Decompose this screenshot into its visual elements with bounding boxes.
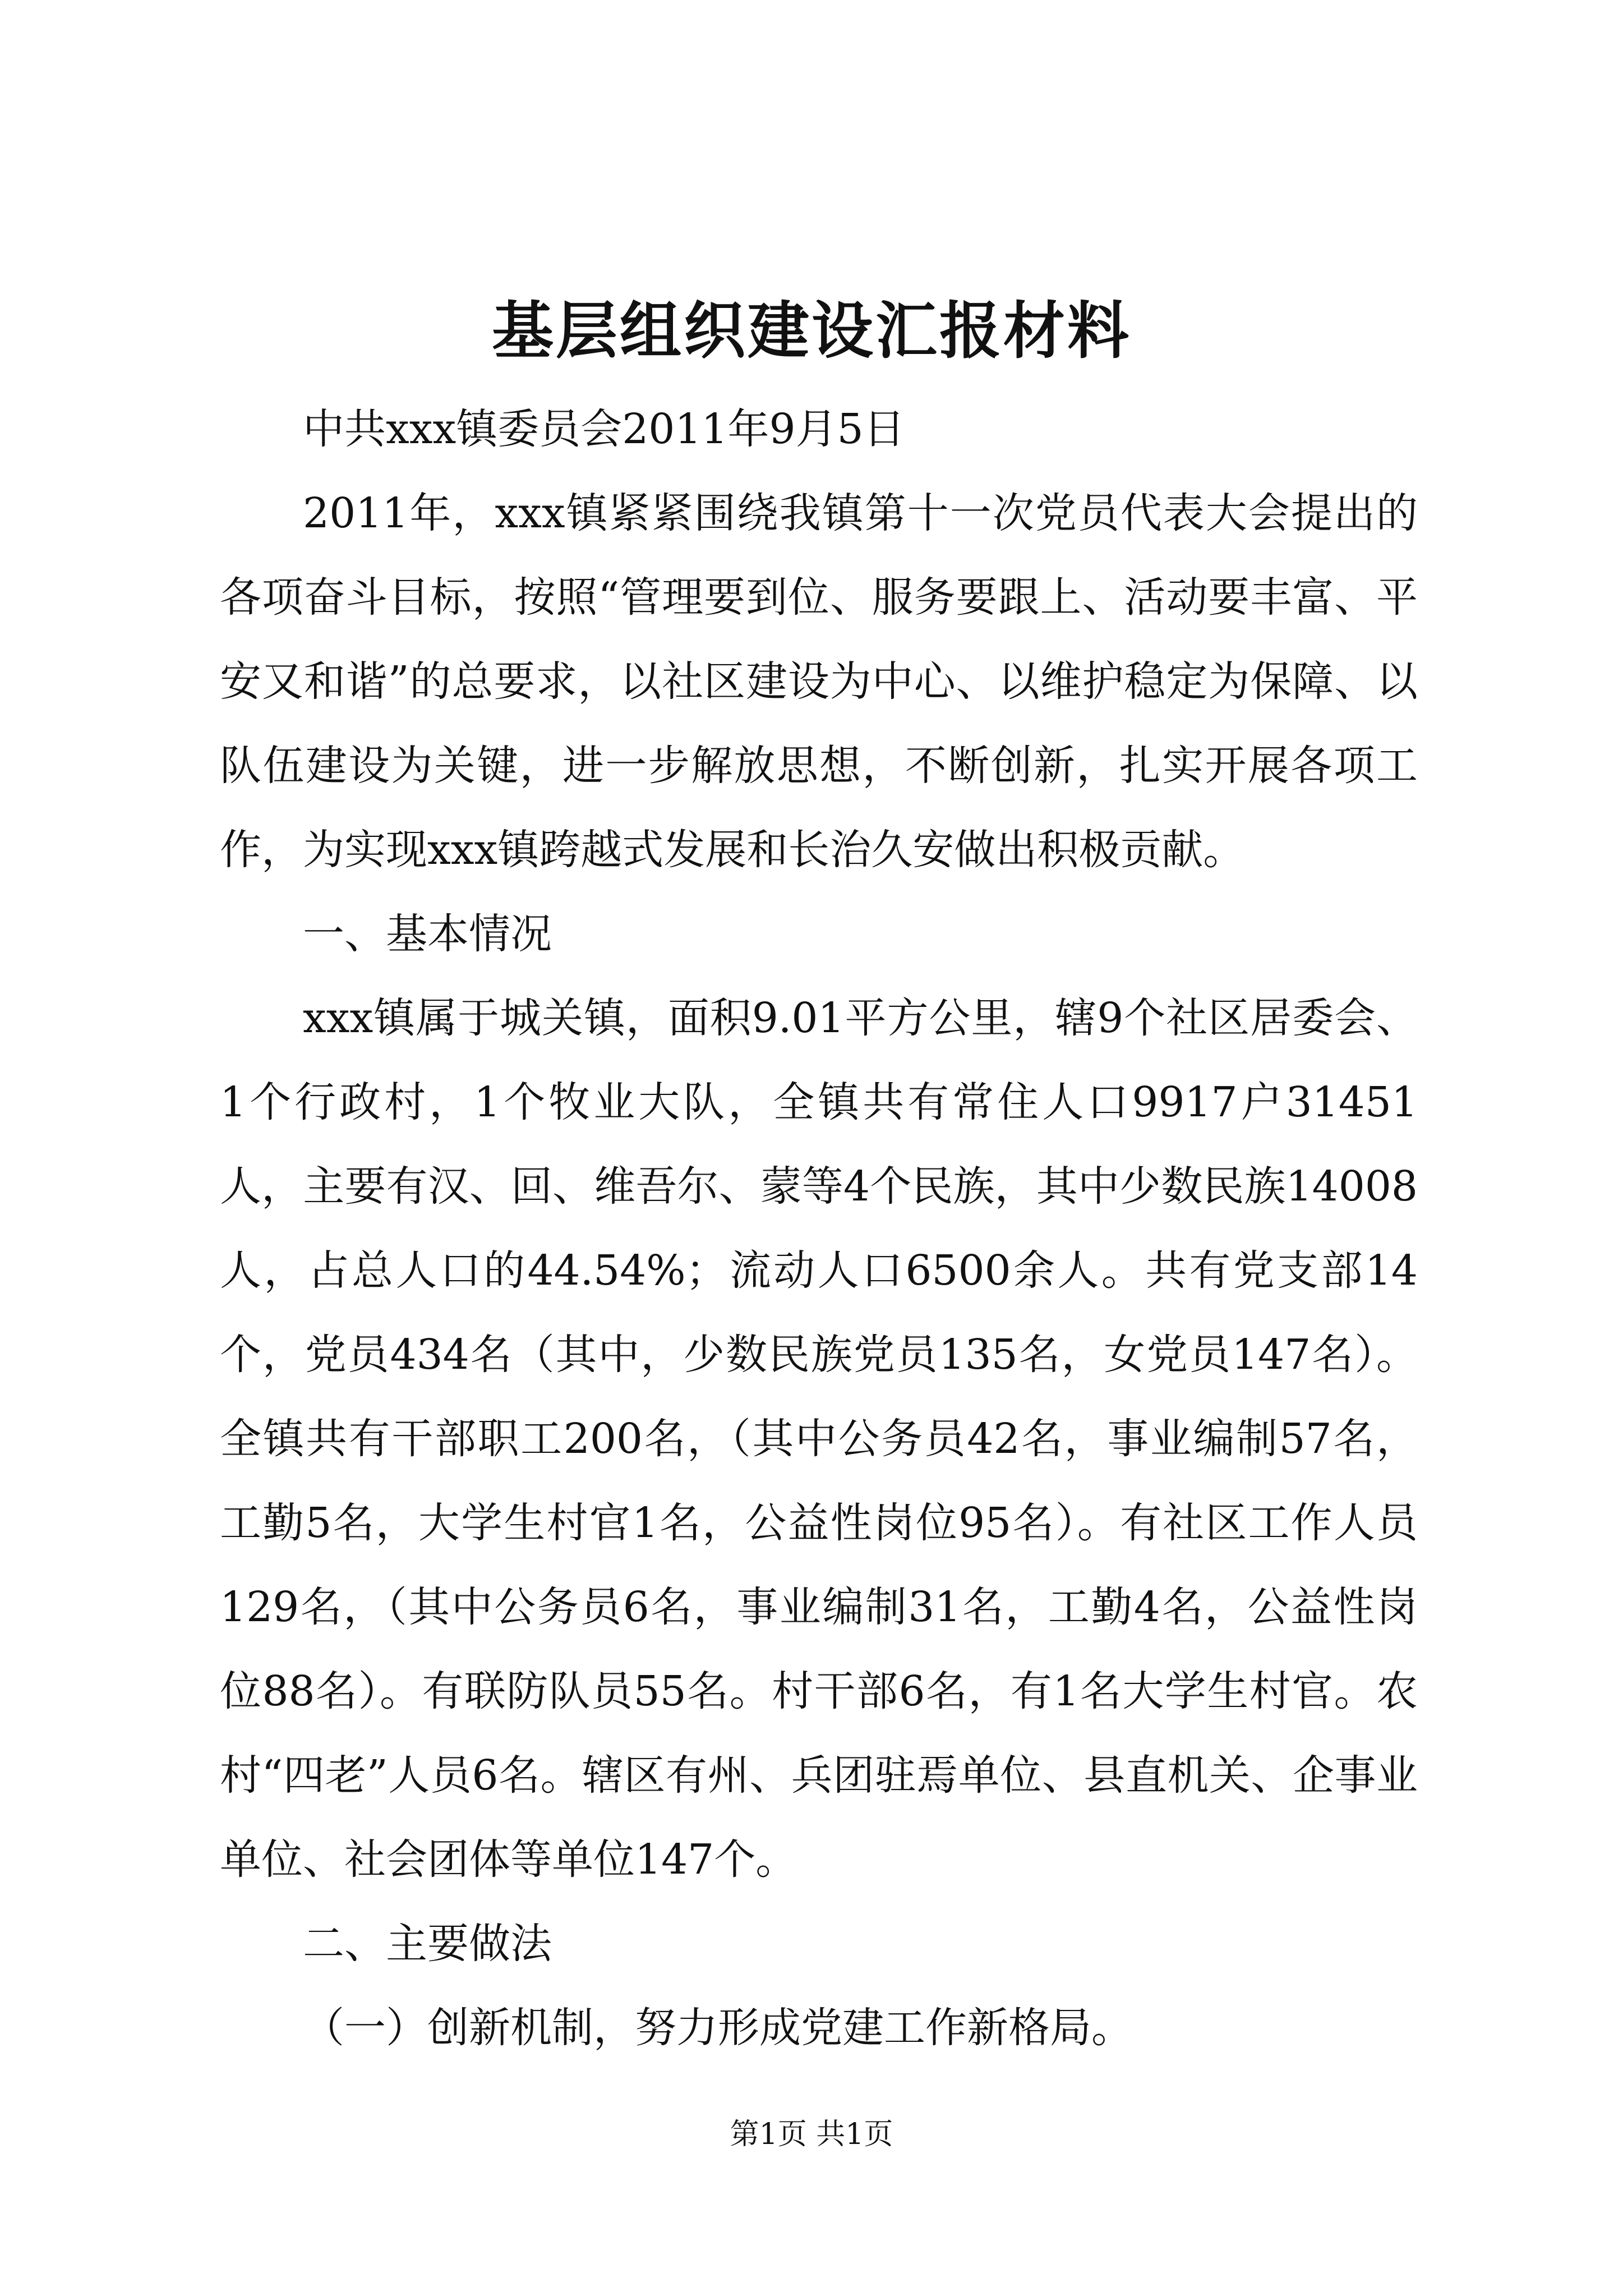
meta-line: 中共xxx镇委员会2011年9月5日 (303, 405, 905, 453)
section-heading-main-practices: 二、主要做法 (303, 1920, 552, 1968)
basic-situation-paragraph: xxx镇属于城关镇，面积9.01平方公里，辖9个社区居委会、1个行政村，1个牧业大队，全镇共有常住人口9917户31451人，主要有汉、回、维吾尔、蒙等4个民族，其中少数民族14008人，占总人口的44.54%；流动人口6500余人。共有党支部14个，党员434名（其中，少数民族党员135名，女党员147名）。全镇共有干部职工200名，（其中公务员42名，事业编制57名，工勤5名，大学生村官1名，公益性岗位95名）。有社区工作人员129名，（其中公务员6名，事业编制31名，工勤4名，公益性岗位88名）。有联防队员55名。村干部6名，有1名大学生村官。农村“四老”人员6名。辖区有州、兵团驻焉单位、县直机关、企事业单位、社会团体等单位147个。 (220, 994, 1418, 1884)
intro-paragraph: 2011年，xxx镇紧紧围绕我镇第十一次党员代表大会提出的各项奋斗目标，按照“管理要到位、服务要跟上、活动要丰富、平安又和谐”的总要求，以社区建设为中心、以维护稳定为保障、以队伍建设为关键，进一步解放思想，不断创新，扎实开展各项工作，为实现xxx镇跨越式发展和长治久安做出积极贡献。 (220, 489, 1418, 874)
document-body (220, 387, 1418, 2070)
page-footer: 第1页 共1页 (730, 2118, 893, 2151)
section-heading-basic-situation: 一、基本情况 (303, 910, 552, 958)
subsection-heading-innovation: （一）创新机制，努力形成党建工作新格局。 (303, 2004, 1133, 2052)
document-title: 基层组织建设汇报材料 (492, 295, 1131, 367)
